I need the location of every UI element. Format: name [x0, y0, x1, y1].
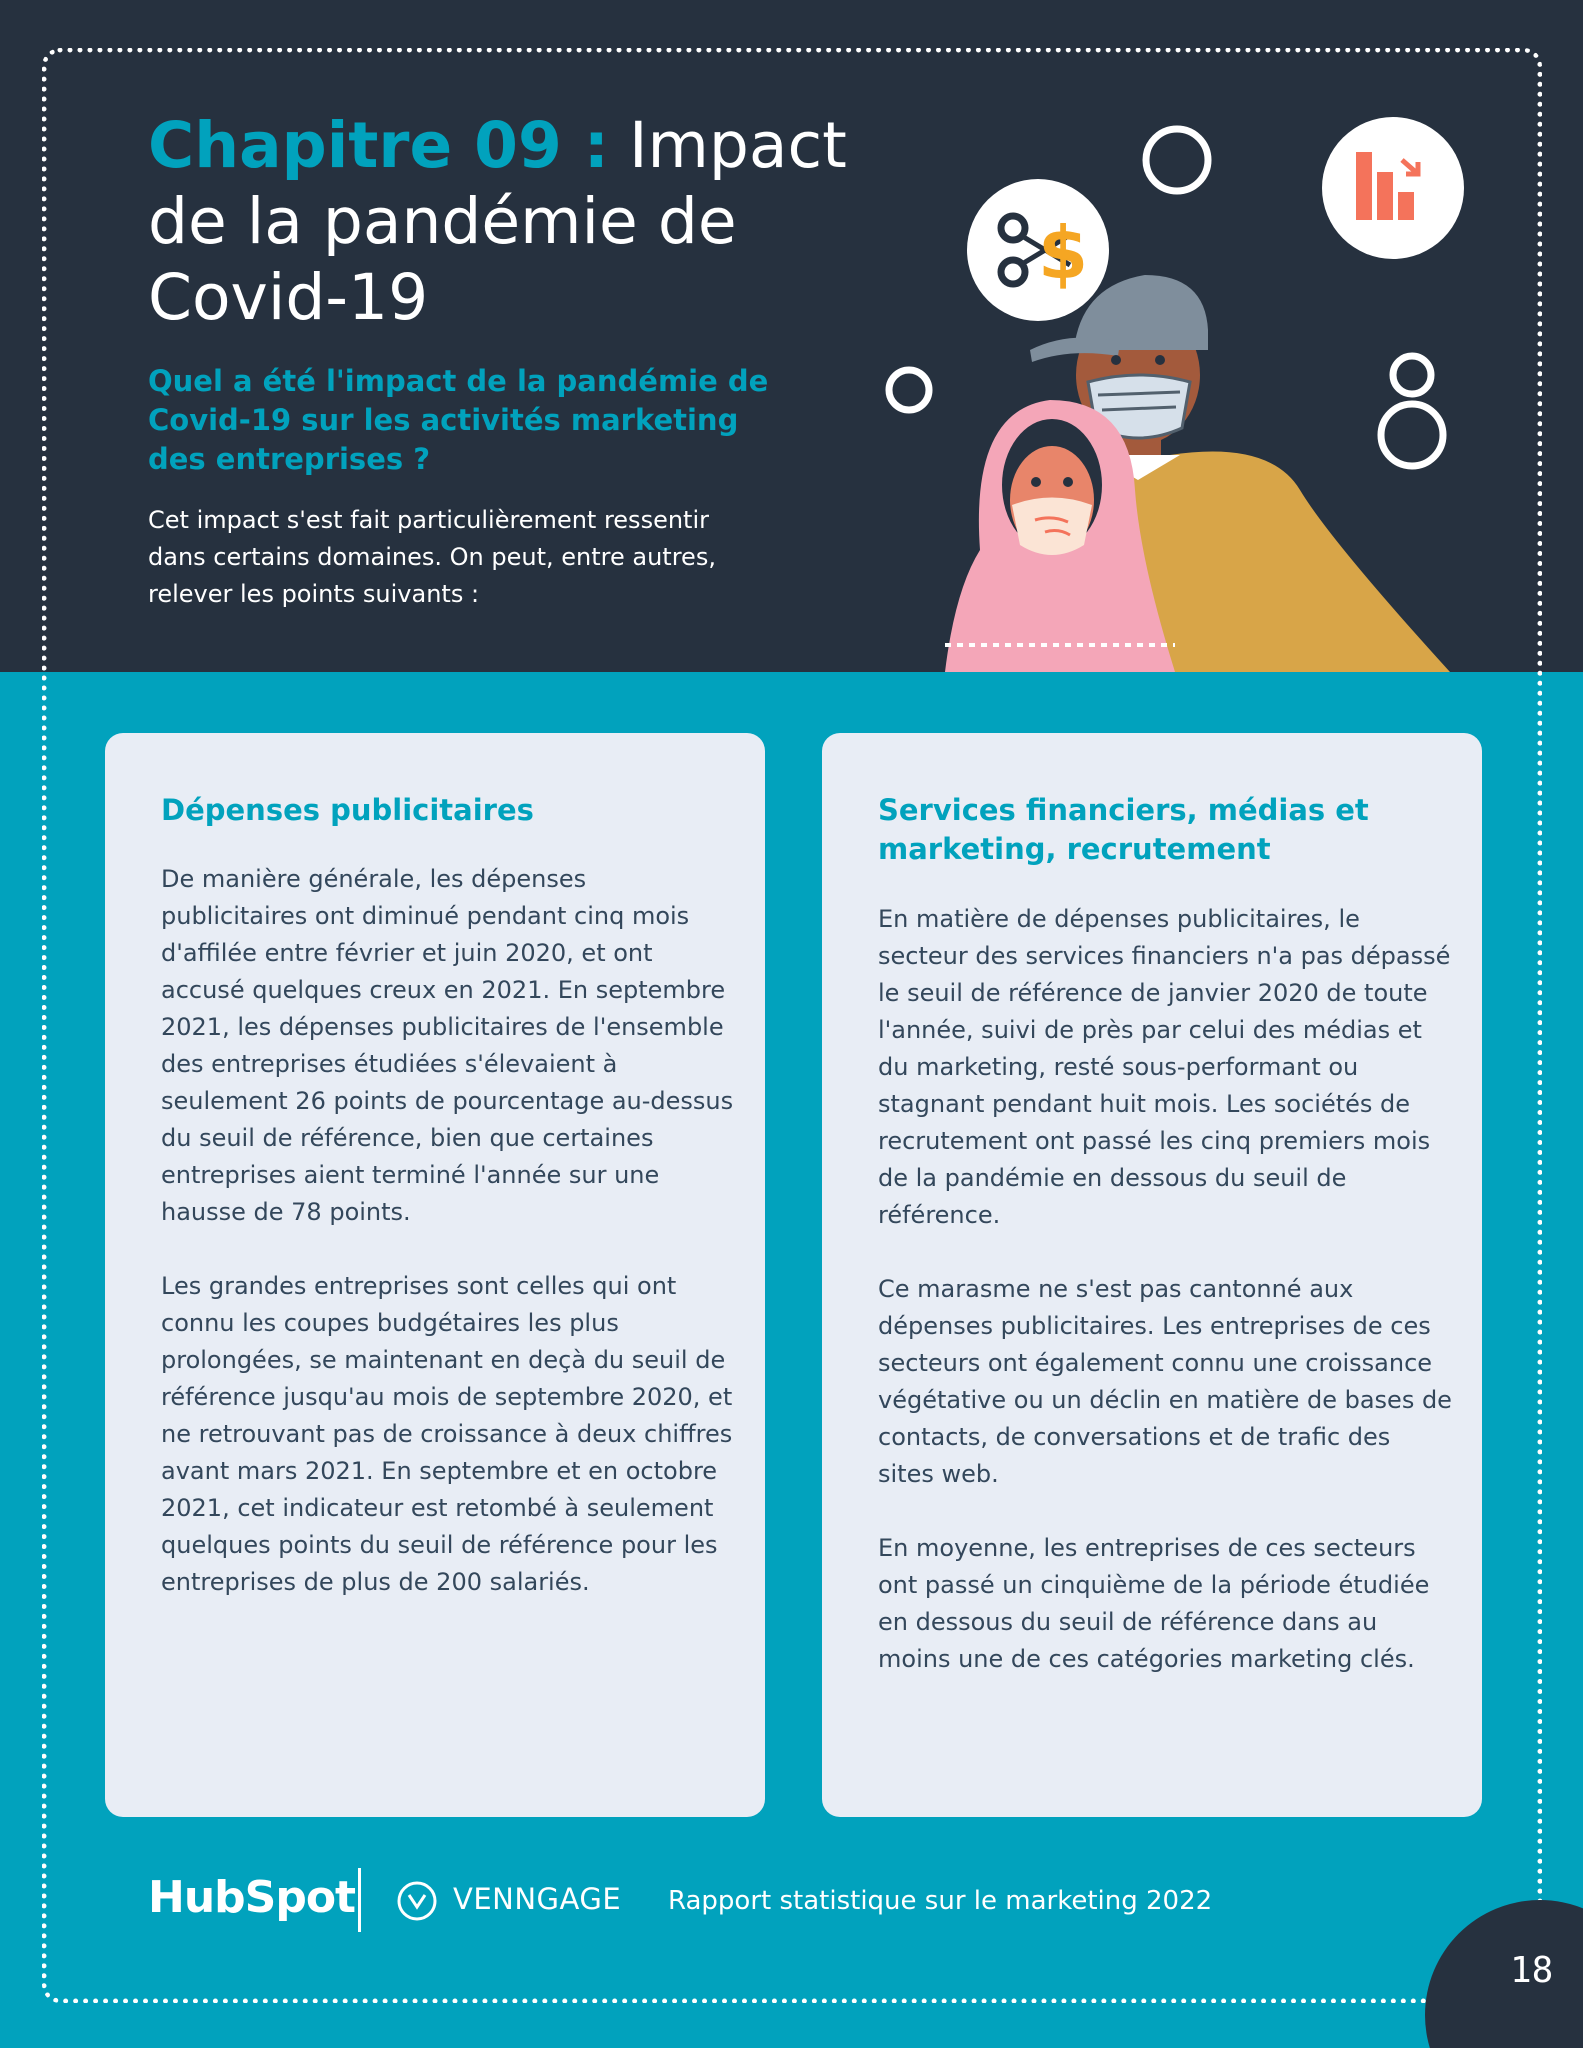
- chapter-title: Impact de la pandémie de Covid-19: [148, 109, 847, 334]
- chapter-intro: Cet impact s'est fait particulièrement ressentir dans certains domaines. On peut, entre autres, relever les points suivants :: [148, 506, 716, 608]
- card-paragraph: Ce marasme ne s'est pas cantonné aux dépenses publicitaires. Les entreprises de ces secteurs ont également connu une croissance végétative ou un déclin en matière de bases de contacts, de conversations et de trafic des sites web.: [878, 1275, 1452, 1488]
- page-title: [148, 108, 868, 336]
- decor-circle: [1393, 356, 1431, 394]
- venngage-logo-icon: [396, 1880, 438, 1922]
- report-title: Rapport statistique sur le marketing 2022: [668, 1886, 1213, 1916]
- card-sectors: [822, 733, 1482, 1817]
- card-paragraph: Les grandes entreprises sont celles qui ont connu les coupes budgétaires les plus prolongées, se maintenant en deçà du seuil de référence jusqu'au mois de septembre 2020, et ne retrouvant pas de croissance à deux chiffres avant mars 2021. En septembre et en octobre 2021, cet indicateur est retombé à seulement quelques points du seuil de référence pour les entreprises de plus de 200 salariés.: [161, 1272, 733, 1596]
- chapter-label: Chapitre 09 :: [148, 109, 609, 182]
- masked-people-illustration: [870, 110, 1470, 672]
- card-paragraph: En moyenne, les entreprises de ces secteurs ont passé un cinquième de la période étudiée en dessous du seuil de référence dans au moins une de ces catégories marketing clés.: [878, 1534, 1430, 1673]
- card-paragraph: De manière générale, les dépenses publicitaires ont diminué pendant cinq mois d'affilée entre février et juin 2020, et ont accusé quelques creux en 2021. En septembre 2021, les dépenses publicitaires de l'ensemble des entreprises étudiées s'élevaient à seulement 26 points de pourcentage au-dessus du seuil de référence, bien que certaines entreprises aient terminé l'année sur une hausse de 78 points.: [161, 865, 734, 1226]
- svg-text:$: $: [1038, 211, 1089, 295]
- hubspot-logo: HubSpot: [148, 1872, 356, 1923]
- card-ad-spend: [105, 733, 765, 1817]
- chapter-question: Quel a été l'impact de la pandémie de Covid-19 sur les activités marketing des entreprises ?: [148, 364, 769, 476]
- card-heading: Dépenses publicitaires: [161, 793, 534, 827]
- decor-circle: [1146, 129, 1208, 191]
- chart-decline-icon: [1322, 117, 1464, 259]
- scissors-dollar-icon: [967, 179, 1109, 321]
- card-body: [878, 901, 1452, 1715]
- footer-divider: [358, 1868, 361, 1932]
- decor-circle: [889, 370, 929, 410]
- card-body: [161, 861, 735, 1638]
- page-number: 18: [1510, 1950, 1554, 1991]
- card-heading: Services financiers, médias et marketing, recrutement: [878, 793, 1369, 866]
- venngage-logo-text: VENNGAGE: [453, 1882, 622, 1916]
- card-paragraph: En matière de dépenses publicitaires, le secteur des services financiers n'a pas dépassé le seuil de référence de janvier 2020 de toute l'année, suivi de près par celui des médias et du marketing, resté sous-performant ou stagnant pendant huit mois. Les sociétés de recrutement ont passé les cinq premiers mois de la pandémie en dessous du seuil de référence.: [878, 905, 1451, 1229]
- decor-circle: [1381, 404, 1443, 466]
